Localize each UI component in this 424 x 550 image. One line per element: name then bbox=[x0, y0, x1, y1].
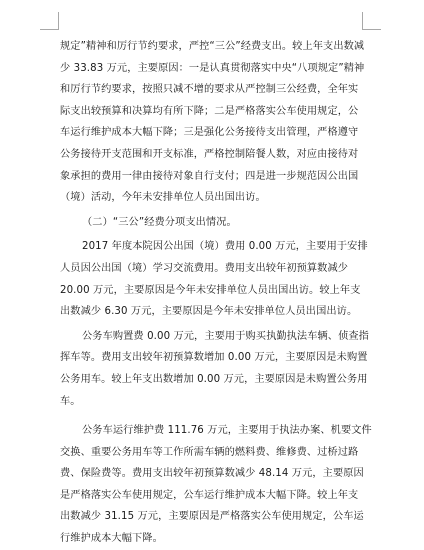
crop-mark-top-left bbox=[40, 29, 59, 30]
paragraph-line: 公务车运行维护费 111.76 万元，主要用于执法办案、机要文件 bbox=[82, 425, 372, 437]
paragraph-line: 出数减少 6.30 万元，主要原因是今年未安排单位人员出国出访。 bbox=[60, 306, 358, 318]
paragraph-line: 和厉行节约要求，按照只减不增的要求从严控制三公经费，全年实 bbox=[60, 84, 359, 96]
paragraph-line: 车运行维护成本大幅下降；三是强化公务接待支出管理，严格遵守 bbox=[60, 127, 359, 139]
paragraph-line: 费、保险费等。费用支出较年初预算数减少 48.14 万元，主要原因 bbox=[60, 468, 364, 480]
paragraph-line: 公务接待开支范围和开支标准，严格控制陪餐人数，对应由接待对 bbox=[60, 148, 359, 160]
paragraph-line: 挥车等。费用支出较年初预算数增加 0.00 万元，主要原因是未购置 bbox=[60, 352, 368, 364]
paragraph-line: 少 33.83 万元，主要原因：一是认真贯彻落实中央“八项规定”精神 bbox=[60, 62, 365, 74]
crop-mark-top-right bbox=[362, 12, 363, 30]
paragraph-line: 规定”精神和厉行节约要求，严控“三公”经费支出。较上年支出数减 bbox=[60, 41, 365, 52]
document-body bbox=[60, 36, 372, 550]
paragraph-line: 车。 bbox=[60, 395, 81, 407]
crop-mark-top-right bbox=[362, 29, 381, 30]
paragraph-line: 是严格落实公车使用规定，公车运行维护成本大幅下降。较上年支 bbox=[60, 489, 359, 501]
paragraph-line: 交换、重要公务用车等工作所需车辆的燃料费、维修费、过桥过路 bbox=[60, 446, 359, 458]
paragraph-line: 公务用车。较上年支出数增加 0.00 万元，主要原因是未购置公务用 bbox=[60, 373, 368, 385]
paragraph-line: （境）活动，今年未安排单位人员出国出访。 bbox=[60, 192, 266, 204]
paragraph-line: 2017 年度本院因公出国（境）费用 0.00 万元，主要用于安排 bbox=[82, 241, 368, 253]
paragraph-line: 人员因公出国（境）学习交流费用。费用支出较年初预算数减少 bbox=[60, 262, 349, 274]
paragraph-line: 行维护成本大幅下降。 bbox=[60, 533, 163, 545]
paragraph-line: 公务车购置费 0.00 万元，主要用于购买执勤执法车辆、侦查指 bbox=[82, 330, 369, 342]
section-heading: （二）“三公”经费分项支出情况。 bbox=[82, 216, 237, 228]
paragraph-line: 20.00 万元，主要原因是今年未安排单位人员出国出访。较上年支 bbox=[60, 284, 361, 296]
paragraph-line: 象承担的费用一律由接待对象自行支付；四是进一步规范因公出国 bbox=[60, 170, 359, 182]
paragraph-line: 际支出较预算和决算均有所下降；二是严格落实公车使用规定，公 bbox=[60, 105, 359, 117]
crop-mark-top-left bbox=[58, 12, 59, 30]
paragraph-line: 出数减少 31.15 万元，主要原因是严格落实公车使用规定，公车运 bbox=[60, 511, 364, 523]
